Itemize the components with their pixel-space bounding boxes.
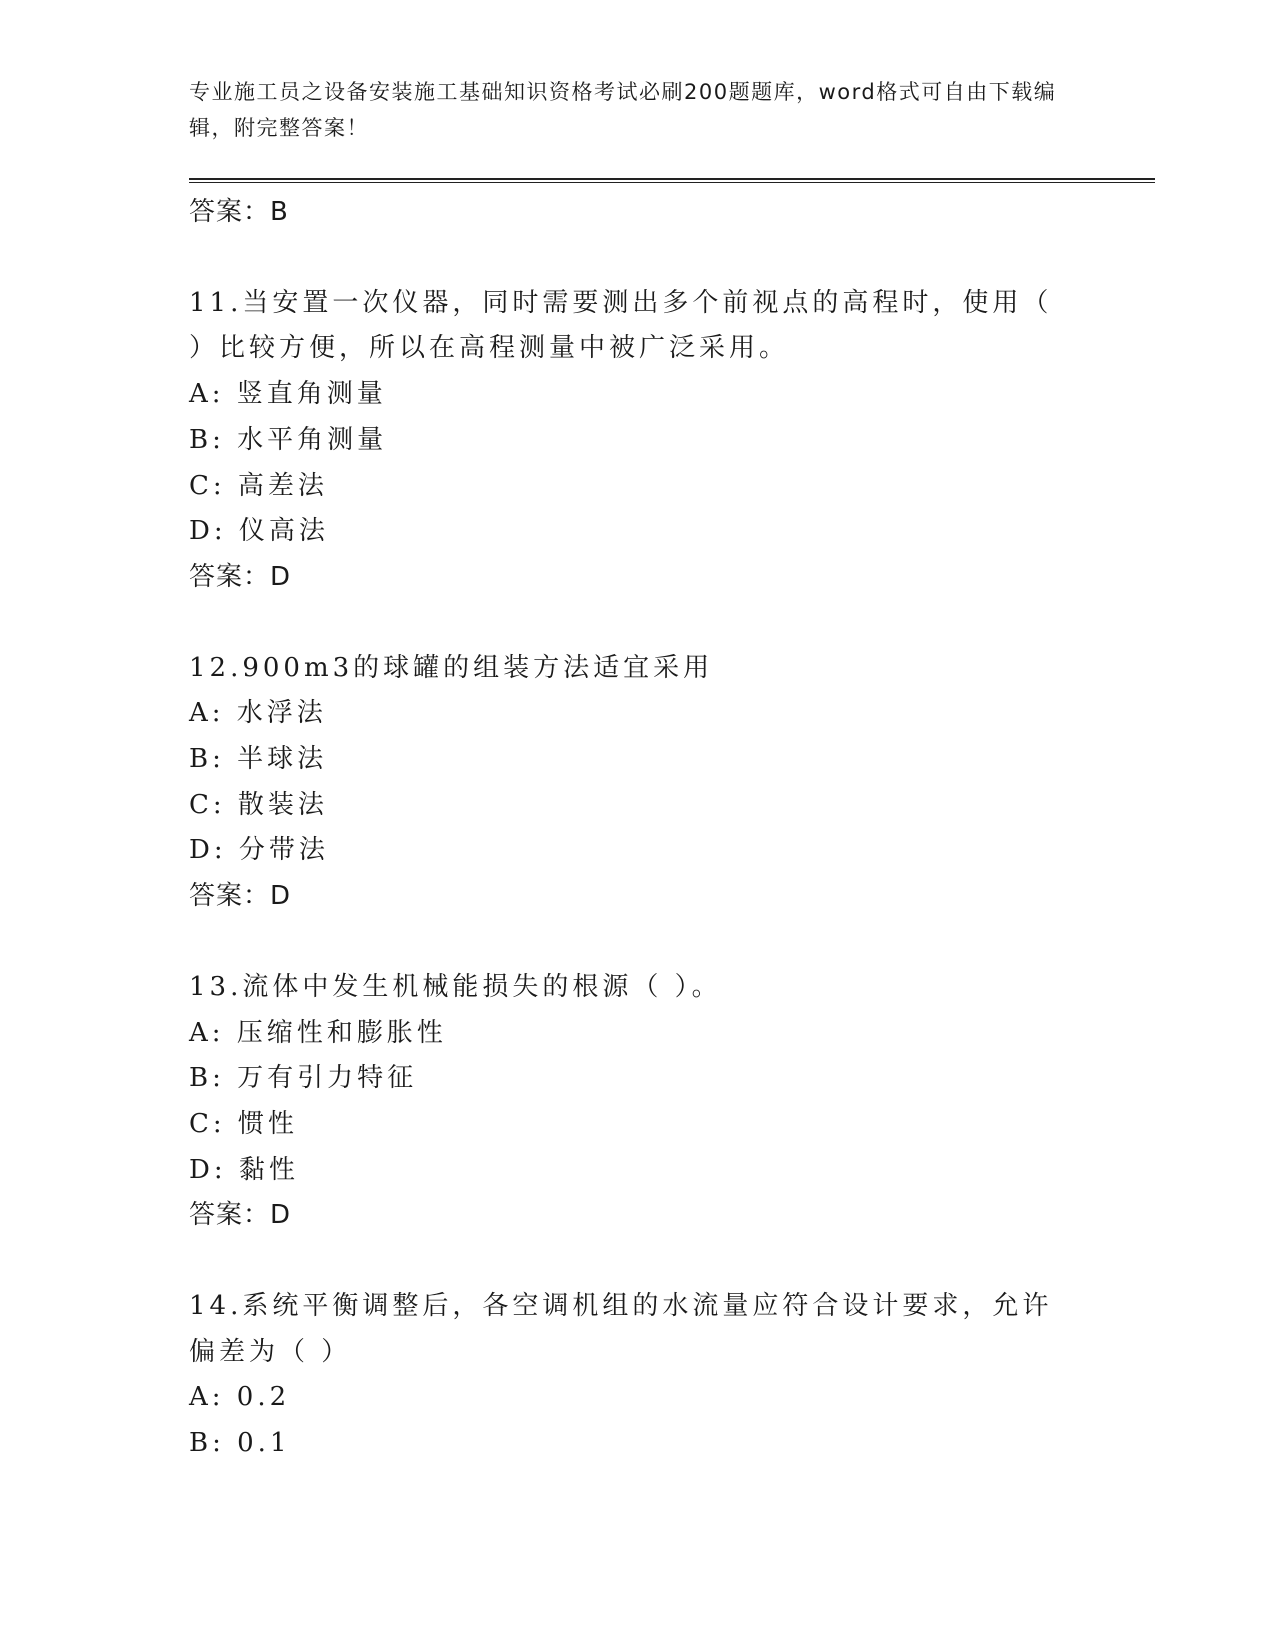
option-d: D: 仪高法: [189, 516, 329, 547]
option-b: B: 0.1: [189, 1428, 291, 1459]
answer-line: 答案：D: [189, 1200, 292, 1231]
option-b: B: 万有引力特征: [189, 1063, 418, 1094]
option-c: C: 高差法: [189, 470, 328, 501]
header-divider-thin: [189, 182, 1155, 183]
question-12: [189, 646, 1089, 920]
answer-line: 答案：D: [189, 881, 292, 912]
document-header: 专业施工员之设备安装施工基础知识资格考试必刷200题题库，word格式可自由下载编辑，附完整答案！: [189, 80, 1057, 140]
answer-line: 答案：D: [189, 561, 292, 592]
option-c: C: 散装法: [189, 789, 328, 820]
option-a: A: 竖直角测量: [189, 379, 387, 410]
question-text: 12.900m3的球罐的组装方法适宜采用: [189, 652, 714, 683]
question-list: [189, 190, 1089, 1467]
option-a: A: 0.2: [189, 1382, 291, 1413]
option-b: B: 半球法: [189, 744, 328, 775]
question-13: [189, 965, 1089, 1239]
question-11: [189, 281, 1089, 601]
option-a: A: 压缩性和膨胀性: [189, 1017, 447, 1048]
option-a: A: 水浮法: [189, 698, 327, 729]
header-divider: [189, 178, 1155, 180]
question-text: 14.系统平衡调整后，各空调机组的水流量应符合设计要求，允许偏差为（ ）: [189, 1291, 1053, 1367]
option-b: B: 水平角测量: [189, 424, 388, 455]
option-d: D: 分带法: [189, 835, 329, 866]
option-d: D: 黏性: [189, 1154, 299, 1185]
answer-line: 答案：B: [189, 197, 289, 227]
question-text: 13.流体中发生机械能损失的根源（ ）。: [189, 971, 722, 1002]
question-text: 11.当安置一次仪器，同时需要测出多个前视点的高程时，使用（ ）比较方便，所以在高程测量中被广泛采用。: [189, 287, 1053, 364]
question-14: [189, 1284, 1089, 1467]
option-c: C: 惯性: [189, 1108, 298, 1139]
